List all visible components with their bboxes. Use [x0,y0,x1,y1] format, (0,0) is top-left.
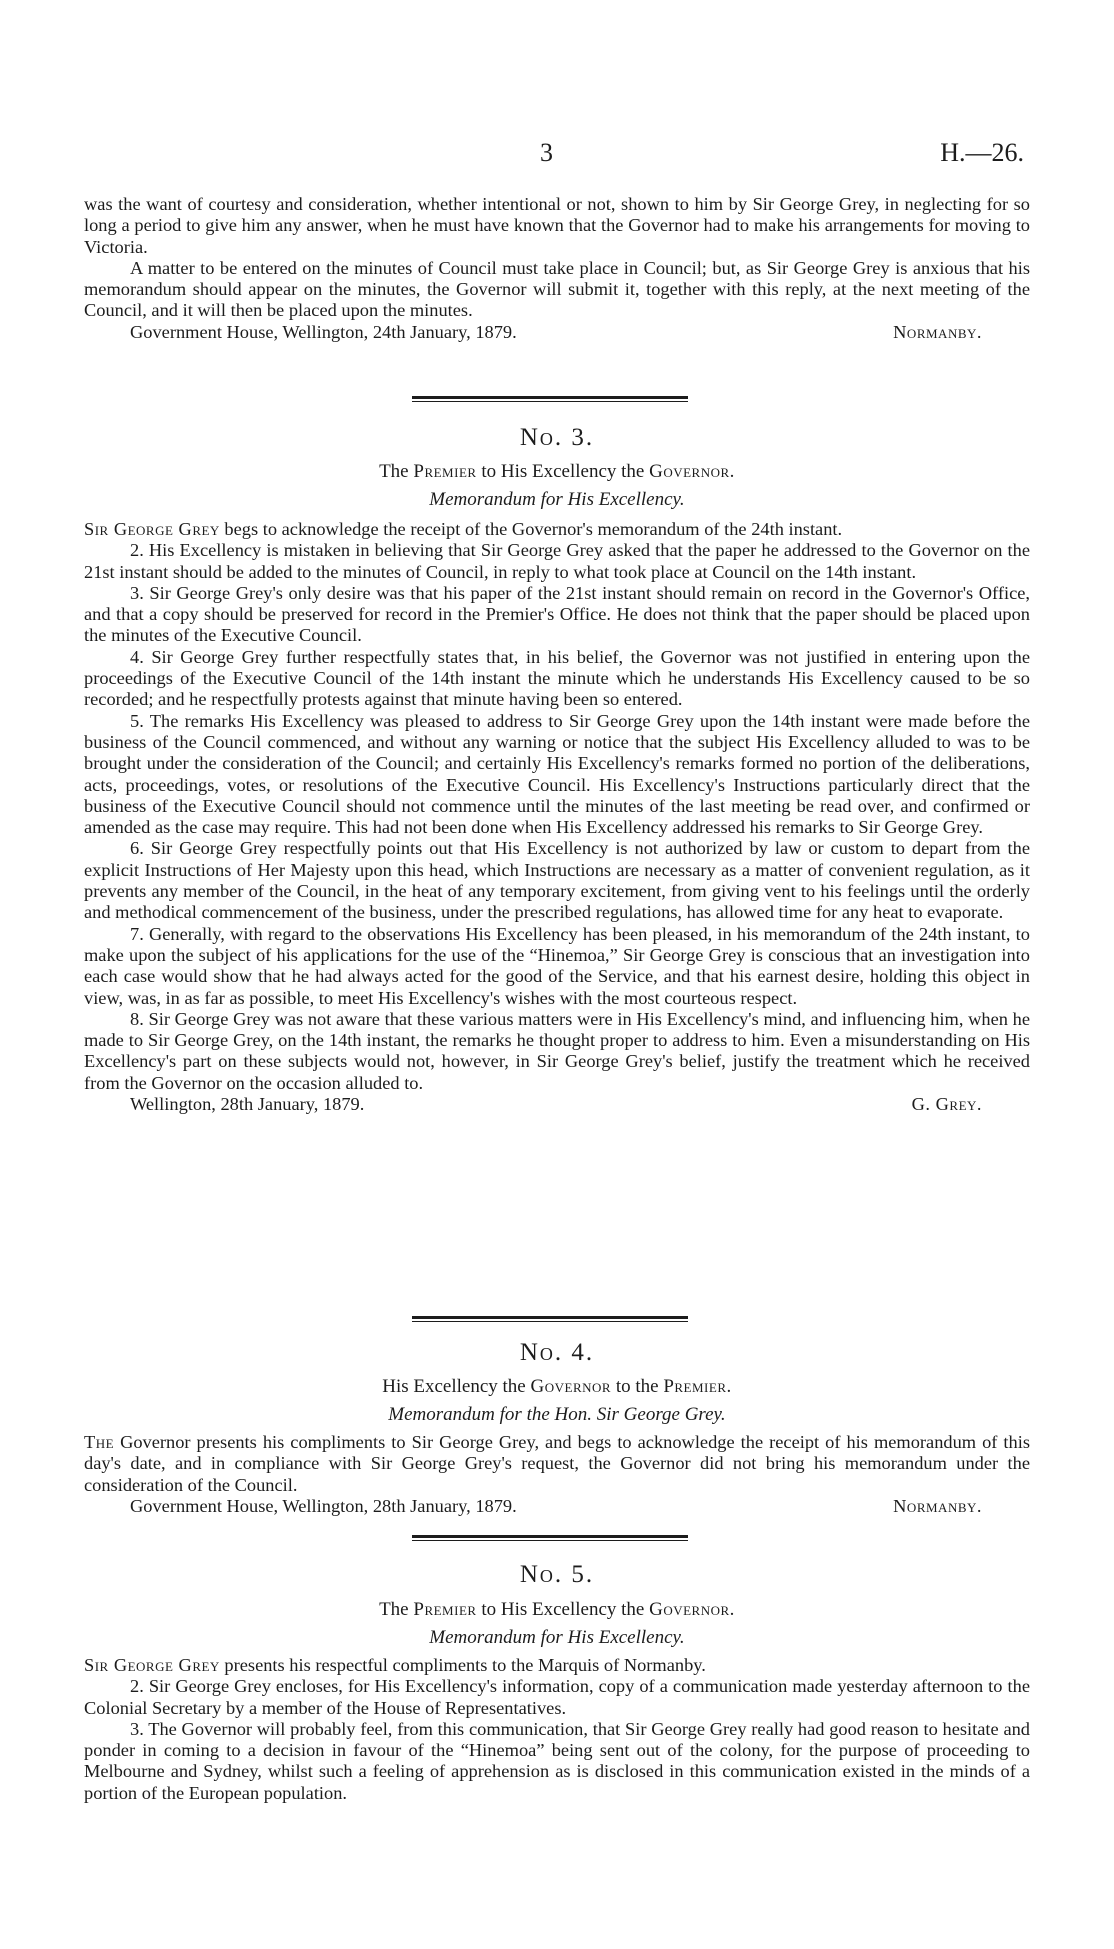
paragraph: 3. The Governor will probably feel, from this communication, that Sir George Grey really had good reason to hesitate and ponder in coming to a decision in favour of the “Hinemoa” being sent out of the colony, for the purpose of proceeding to Melbourne and Sydney, whilst such a feeling of apprehension as is disclosed in this communication existed in the minds of a portion of the European population. [84,1718,1030,1803]
paragraph: 8. Sir George Grey was not aware that these various matters were in His Excellency's mind, and influencing him, when he made to Sir George Grey, on the 14th instant, the remarks he thought proper to address to him. Even a misunderstanding on His Excellency's part on these subjects would not, however, in Sir George Grey's belief, justify the treatment which he received from the Governor on the occasion alluded to. [84,1008,1030,1093]
subtitle-text: The [379,1599,409,1620]
paragraph: 2. Sir George Grey encloses, for His Excellency's information, copy of a communication made yesterday afternoon to the Colonial Secretary by a member of the House of Representatives. [84,1676,1030,1718]
paragraph: 7. Generally, with regard to the observations His Excellency has been pleased, in his memorandum of the 24th instant, to make upon the subject of his applications for the use of the “Hinemoa,” Sir George Grey is conscious that an investigation into each case would show that he had always acted for the good of the Service, and that his earnest desire, holding this object in view, was, in as far as possible, to meet His Excellency's wishes with the most courteous respect. [84,923,1030,1008]
subtitle-governor: Governor. [649,461,735,482]
signature-row [84,1094,1030,1116]
section-body-no5 [84,1655,1030,1804]
subtitle-premier: Premier. [663,1376,732,1397]
section-subtitle-no4 [84,1376,1030,1398]
memo-heading-no3: Memorandum for His Excellency. [429,489,685,510]
paragraph-text: Governor presents his compliments to Sir George Grey, and begs to acknowledge the receipt of his memorandum of this day's date, and in compliance with Sir George Grey's request, the Governor did not bring his memorandum under the consideration of the Council. [84,1432,1030,1495]
signature: G. Grey. [911,1094,982,1115]
paragraph: 5. The remarks His Excellency was pleased to address to Sir George Grey upon the 14th instant were made before the business of the Council commenced, and without any warning or notice that the subject His Excellency alluded to was to be brought under the consideration of the Council; and certainly His Excellency's remarks formed no portion of the deliberations, acts, proceedings, votes, or resolutions of the Executive Council. His Excellency's Instructions particularly direct that the business of the Executive Council should not commence until the minutes of the last meeting be read over, and confirmed or amended as the case may require. This had not been done when His Excellency addressed his remarks to Sir George Grey. [84,710,1030,838]
paragraph [84,1432,1030,1496]
paragraph [84,519,1030,540]
subtitle-premier: Premier [413,461,477,482]
memo-heading-no4: Memorandum for the Hon. Sir George Grey. [388,1404,726,1425]
lead-in: Sir George Grey [84,1655,220,1675]
paragraph: 6. Sir George Grey respectfully points out that His Excellency is not authorized by law or custom to depart from the explicit Instructions of Her Majesty upon this head, which Instructions are necessary as a matter of convenient regulation, as it prevents any member of the Council, in the heat of any temporary excitement, from giving vent to his feelings until the orderly and methodical commencement of the business, under the prescribed regulations, has allowed time for any heat to evaporate. [84,838,1030,923]
place-date: Wellington, 28th January, 1879. [130,1094,365,1115]
subtitle-text: to His Excellency the [481,461,645,482]
section-body-no3 [84,519,1030,1116]
section-title-no5: No. 5. [519,1561,595,1588]
place-date: Government House, Wellington, 24th January, 1879. [130,321,517,342]
section-divider [412,396,688,399]
signature-row [84,1496,1030,1518]
paragraph: was the want of courtesy and consideration, whether intentional or not, shown to him by Sir George Grey, in neglecting for so long a period to give him any answer, when he must have known that the Governor had to make his arrangements for moving to Victoria. [84,194,1030,257]
lead-in: The [84,1432,115,1452]
paragraph-text: presents his respectful compliments to the Marquis of Normanby. [219,1655,706,1675]
subtitle-text: His Excellency the [382,1376,526,1397]
subtitle-text: The [379,461,409,482]
paragraph: A matter to be entered on the minutes of Council must take place in Council; but, as Sir George Grey is anxious that his memorandum should appear on the minutes, the Governor will submit it, together with this reply, at the next meeting of the Council, and it will then be placed upon the minutes. [84,257,1030,321]
section-subtitle-no3 [84,461,1030,483]
signature: Normanby. [893,321,982,342]
section-subtitle-no5 [84,1599,1030,1621]
section-divider [412,1535,688,1538]
memo-heading-no5: Memorandum for His Excellency. [429,1627,685,1648]
section-title-no4: No. 4. [519,1339,595,1366]
section-body-no4 [84,1432,1030,1518]
paragraph: 3. Sir George Grey's only desire was that his paper of the 21st instant should remain on record in the Governor's Office, and that a copy should be preserved for record in the Premier's Office. He does not think that the paper should be placed upon the minutes of the Executive Council. [84,582,1030,646]
paragraph-text: begs to acknowledge the receipt of the Governor's memorandum of the 24th instant. [219,519,843,539]
previous-memo-tail [84,194,1030,344]
section-divider [412,1316,688,1319]
paragraph: 2. His Excellency is mistaken in believing that Sir George Grey asked that the paper he addressed to the Governor on the 21st instant should be added to the minutes of Council, in reply to what took place at Council on the 14th instant. [84,540,1030,582]
lead-in: Sir George Grey [84,519,220,539]
paragraph: 4. Sir George Grey further respectfully states that, in his belief, the Governor was not justified in entering upon the proceedings of the Executive Council of the 14th instant the minute which he understands His Excellency caused to be so recorded; and he respectfully protests against that minute having been so entered. [84,646,1030,710]
subtitle-text: to the [615,1376,659,1397]
paragraph [84,1655,1030,1676]
subtitle-governor: Governor. [649,1599,735,1620]
place-date: Government House, Wellington, 28th January, 1879. [130,1495,517,1516]
signature: Normanby. [893,1495,982,1516]
section-title-no3: No. 3. [519,424,595,451]
document-code: H.—26. [940,138,1024,167]
page-number: 3 [540,138,553,167]
subtitle-governor: Governor [530,1376,612,1397]
signature-row [84,322,1030,344]
subtitle-text: to His Excellency the [481,1599,645,1620]
subtitle-premier: Premier [413,1599,477,1620]
